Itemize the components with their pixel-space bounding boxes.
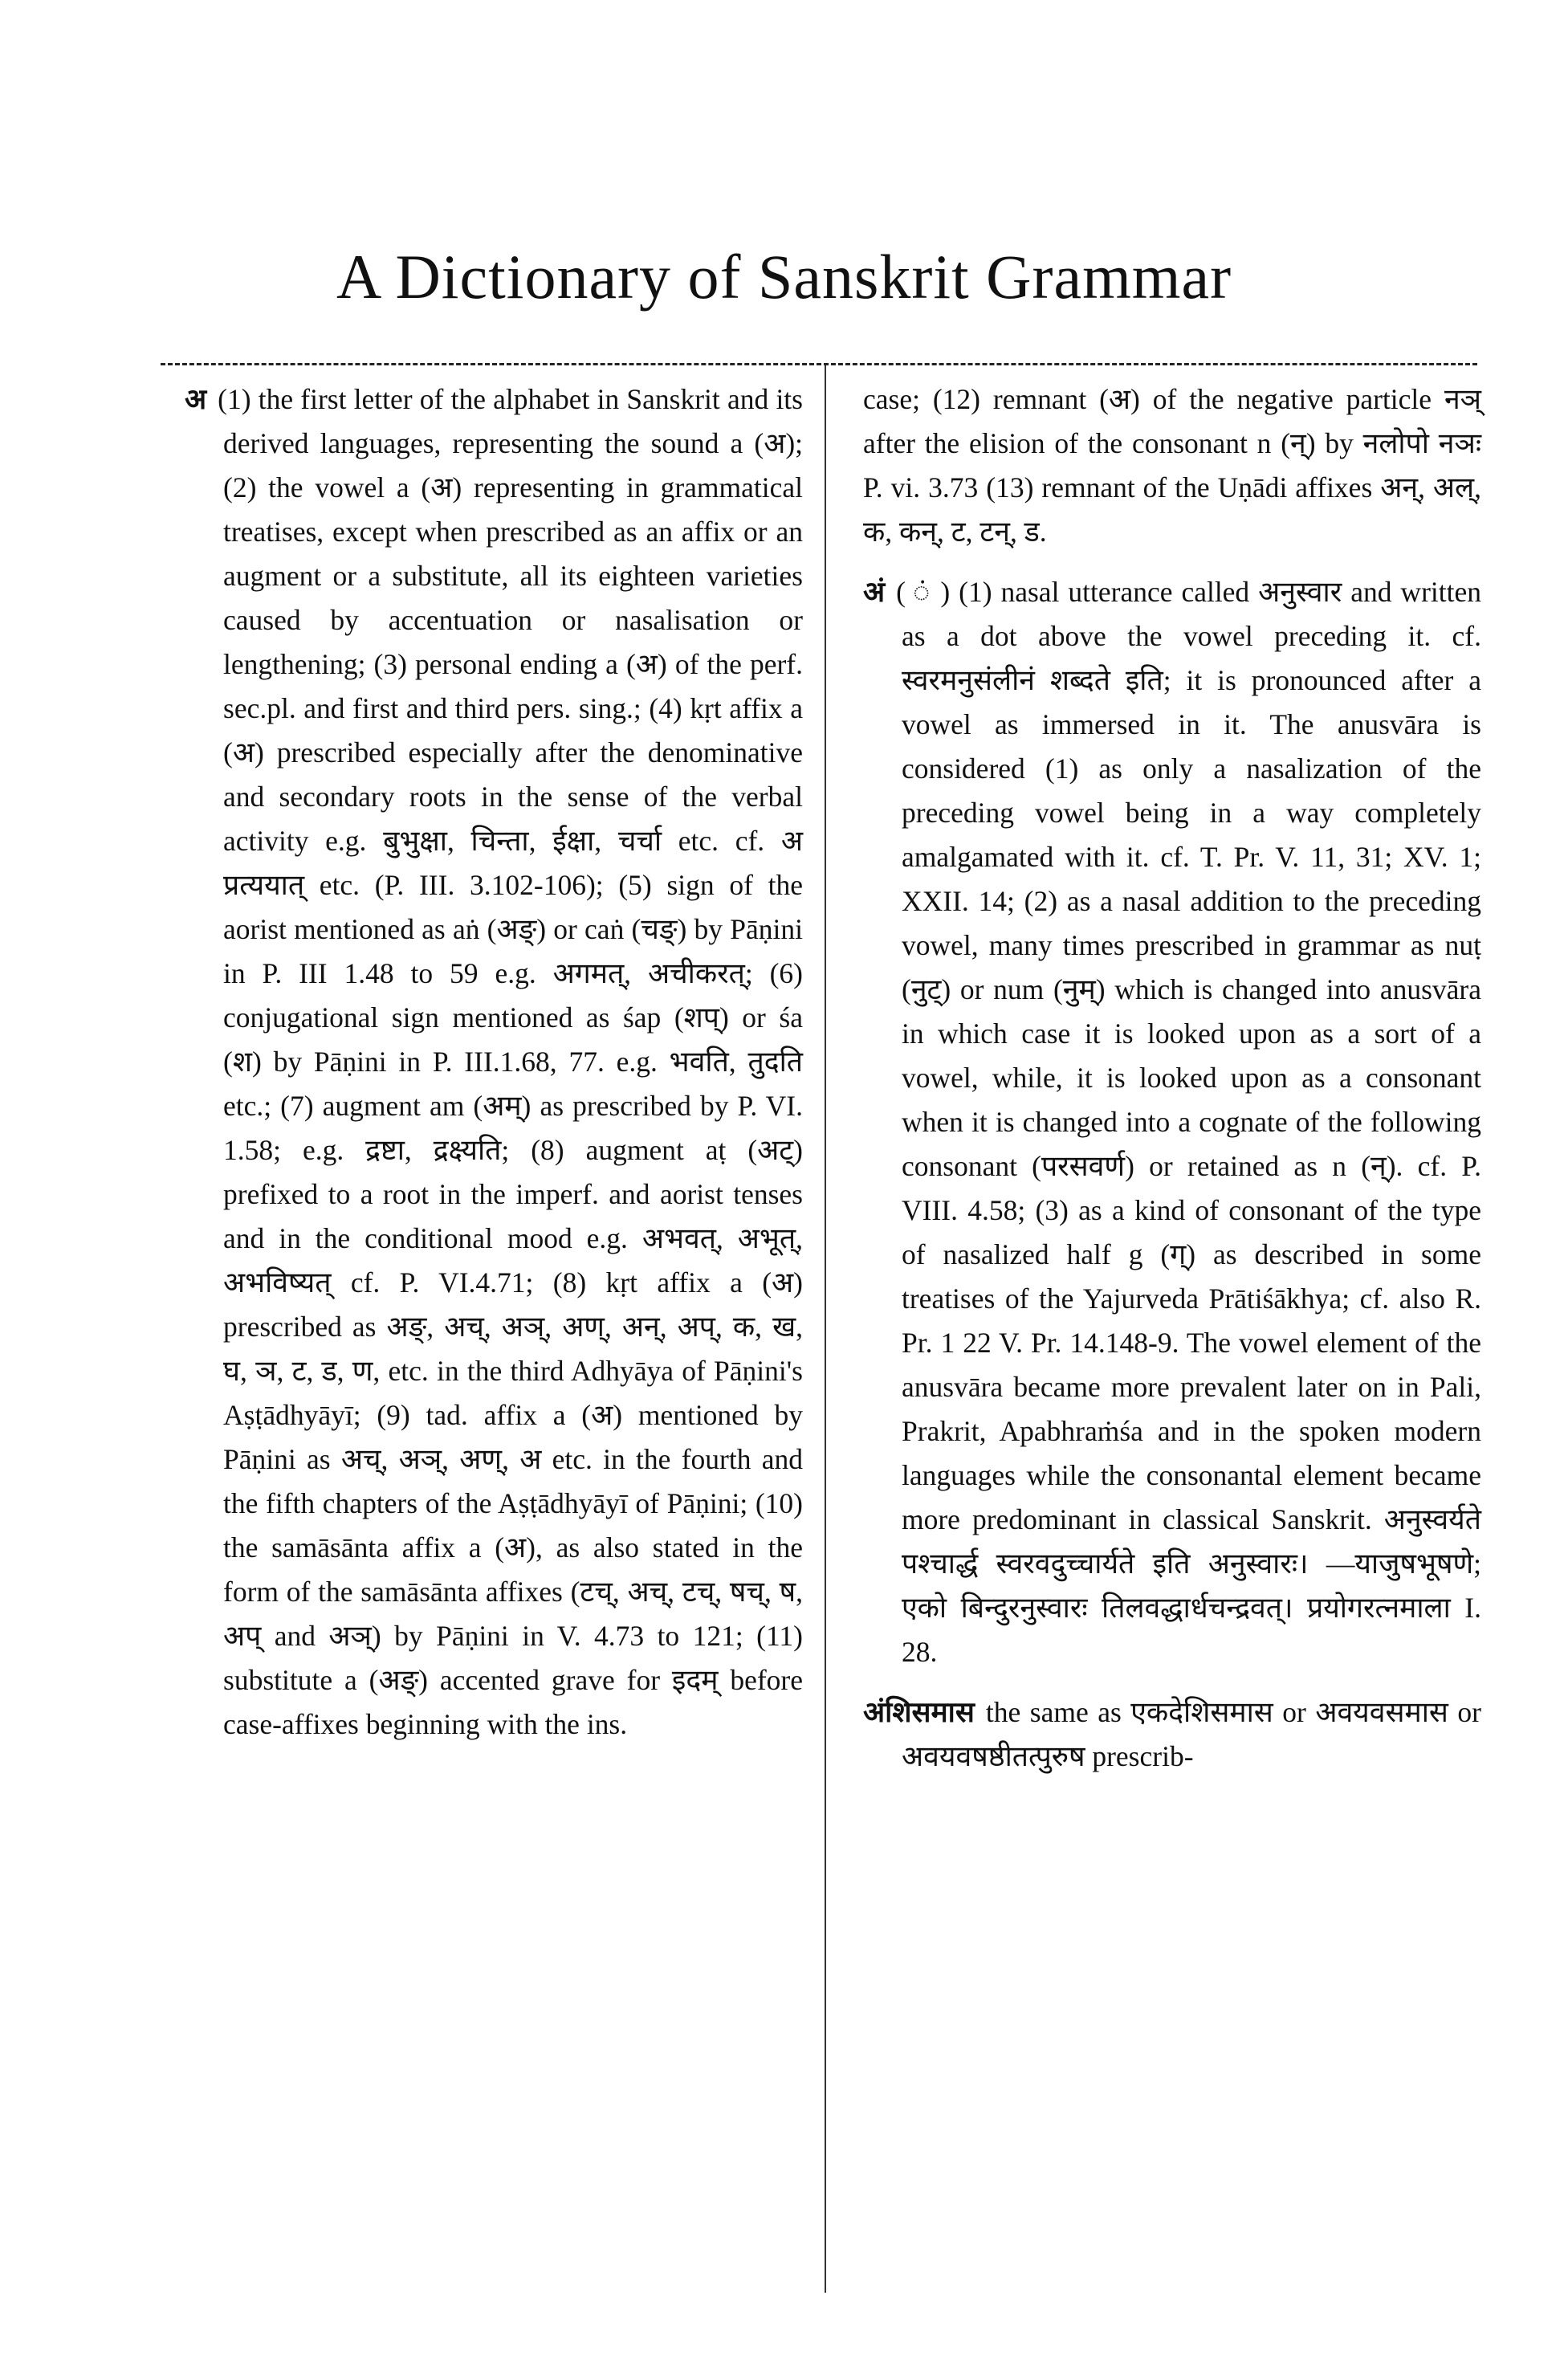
entry-text: case; (12) remnant (अ) of the negative particle नञ् after the elision of the consonant n (न्) by नलोपो नञः P. vi. 3.73 (13) remnant of the Uṇādi affixes अन्, अल्, क, कन्, ट, टन्, ड. [863,383,1481,548]
dictionary-entry-a-continued [863,377,1481,554]
dictionary-entry-amsisamasa [863,1690,1481,1779]
entry-text: the same as एकदेशिसमास or अवयवसमास or अवयवषष्ठीतत्पुरुष prescrib- [902,1696,1481,1772]
entry-headword: अं [863,576,886,608]
header-rule [161,363,1477,365]
entry-headword: अ [185,383,207,415]
column-divider [825,365,826,2293]
left-column [185,377,803,1763]
entry-text: (1) nasal utterance called अनुस्वार and written as a dot above the vowel preceding it. cf. स्वरमनुसंलीनं शब्दते इति; it is pronounced after a vowel as immersed in it. The anusvāra is considered (1) as only a nasalization of the preceding vowel being in a way completely amalgamated with it. cf. T. Pr. V. 11, 31; XV. 1; XXII. 14; (2) as a nasal addition to the preceding vowel, many times prescribed in grammar as nuṭ (नुट्) or num (नुम्) which is changed into anusvāra in which case it is looked upon as a sort of a vowel, while, it is looked upon as a consonant when it is changed into a cognate of the following consonant (परसवर्ण) or retained as n (न्). cf. P. VIII. 4.58; (3) as a kind of consonant of the type of nasalized half g (ग्) as described in some treatises of the Yajurveda Prātiśākhya; cf. also R. Pr. 1 22 V. Pr. 14.148-9. The vowel element of the anusvāra became more prevalent later on in Pali, Prakrit, Apabhraṁśa and in the spoken modern languages while the consonantal element became more predominant in classical Sanskrit. अनुस्वर्यते पश्चार्द्ध स्वरवदुच्चार्यते इति अनुस्वारः। —याजुषभूषणे; एको बिन्दुरनुस्वारः तिलवद्धार्धचन्द्रवत्। प्रयोगरत्नमाला I. 28. [902,576,1481,1668]
entry-headword: अंशिसमास [863,1696,975,1728]
entry-text: (1) the first letter of the alphabet in Sanskrit and its derived languages, representing the sound a (अ); (2) the vowel a (अ) representing in grammatical treatises, except when prescribed as an affix or an augment or a substitute, all its eighteen varieties caused by accentuation or nasalisation or lengthening; (3) personal ending a (अ) of the perf. sec.pl. and first and third pers. sing.; (4) kṛt affix a (अ) prescribed especially after the denominative and secondary roots in the sense of the verbal activity e.g. बुभुक्षा, चिन्ता, ईक्षा, चर्चा etc. cf. अ प्रत्ययात् etc. (P. III. 3.102-106); (5) sign of the aorist mentioned as aṅ (अङ्) or caṅ (चङ्) by Pāṇini in P. III 1.48 to 59 e.g. अगमत्, अचीकरत्; (6) conjugational sign mentioned as śap (शप्) or śa (श) by Pāṇini in P. III.1.68, 77. e.g. भवति, तुदति etc.; (7) augment am (अम्) as prescribed by P. VI. 1.58; e.g. द्रष्टा, द्रक्ष्यति; (8) augment aṭ (अट्) prefixed to a root in the imperf. and aorist tenses and in the conditional mood e.g. अभवत्, अभूत्, अभविष्यत् cf. P. VI.4.71; (8) kṛt affix a (अ) prescribed as अङ्, अच्, अञ्, अण्, अन्, अप्, क, ख, घ, ञ, ट, ड, ण, etc. in the third Adhyāya of Pāṇini's Aṣṭādhyāyī; (9) tad. affix a (अ) mentioned by Pāṇini as अच्, अञ्, अण्, अ etc. in the fourth and the fifth chapters of the Aṣṭādhyāyī of Pāṇini; (10) the samāsānta affix a (अ), as also stated in the form of the samāsānta affixes (टच्, अच्, टच्, षच्, ष, अप् and अञ्) by Pāṇini in V. 4.73 to 121; (11) substitute a (अङ्) accented grave for इदम् before case-affixes beginning with the ins. [218,383,803,1740]
page-title: A Dictionary of Sanskrit Grammar [336,242,1232,312]
anusvara-sign: ( ं ) [896,576,951,608]
right-column [863,377,1481,1795]
dictionary-entry-am [863,570,1481,1674]
dictionary-entry-a [185,377,803,1747]
